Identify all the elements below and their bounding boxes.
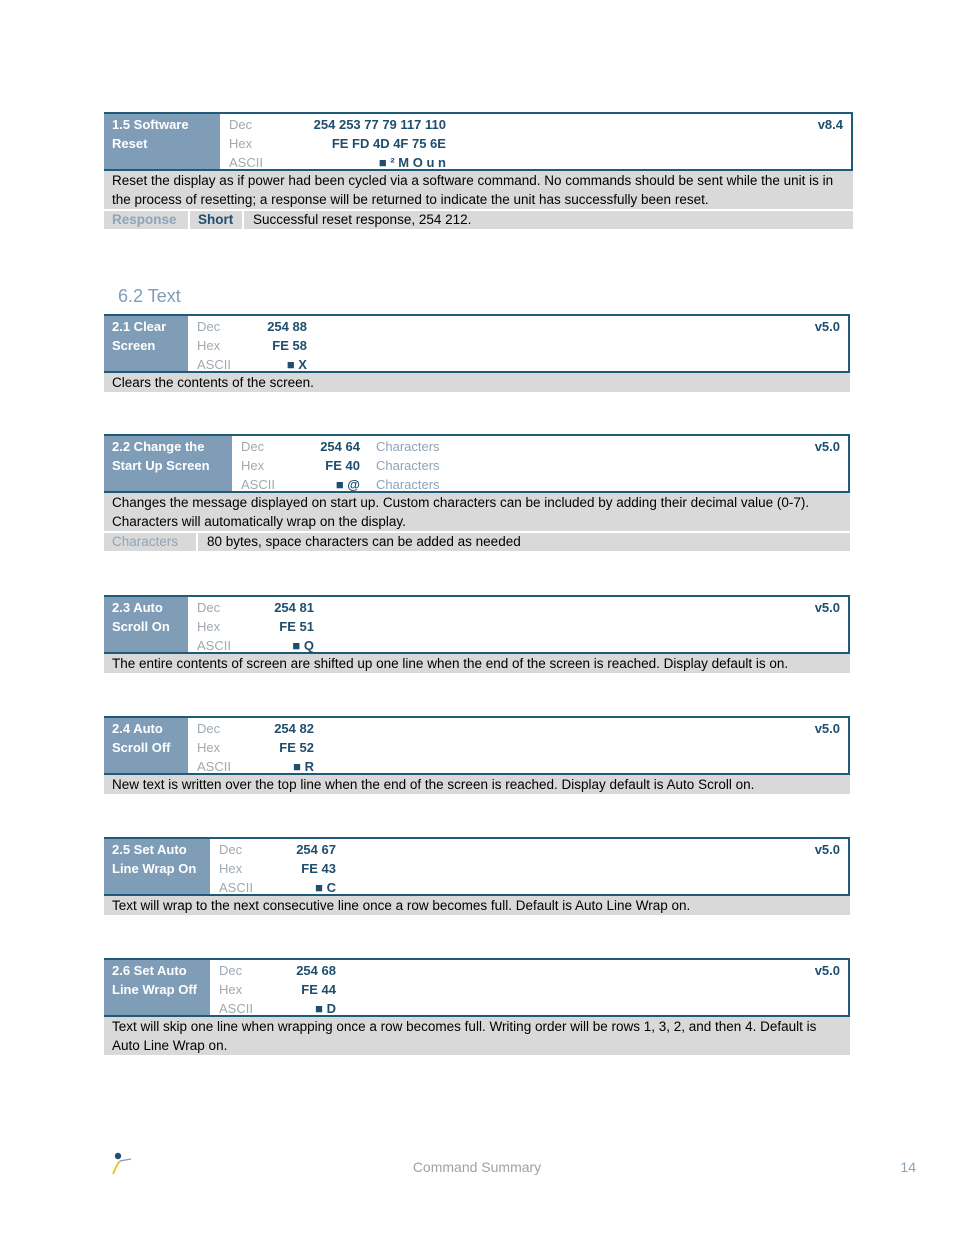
- command-name: 2.4 Auto Scroll Off: [104, 718, 188, 773]
- response-type: Short: [190, 211, 242, 229]
- dec-value: 254 253 77 79 117 110: [313, 117, 446, 132]
- command-description: Text will wrap to the next consecutive line once a row becomes full. Default is Auto Line Wrap on.: [104, 896, 850, 915]
- param-dec: Characters: [375, 439, 440, 454]
- hex-value: FE 58: [272, 338, 307, 353]
- dec-label: Dec: [197, 319, 221, 334]
- command-header: [104, 314, 850, 373]
- command-header: [104, 716, 850, 775]
- dec-label: Dec: [197, 721, 221, 736]
- ascii-value: ■ R: [293, 759, 314, 774]
- dec-label: Dec: [241, 439, 265, 454]
- command-auto-scroll-on: [104, 595, 850, 673]
- section-title: 6.2 Text: [118, 286, 181, 306]
- ascii-value: ■ Q: [292, 638, 314, 653]
- version: v5.0: [814, 319, 840, 334]
- ascii-value: ■ ² M O u n: [378, 155, 446, 170]
- hex-value: FE FD 4D 4F 75 6E: [331, 136, 446, 151]
- ascii-label: ASCII: [197, 357, 231, 372]
- param-hex: Characters: [375, 458, 440, 473]
- dec-value: 254 67: [296, 842, 336, 857]
- ascii-value: ■ D: [315, 1001, 336, 1016]
- command-name: 2.6 Set Auto Line Wrap Off: [104, 960, 210, 1015]
- command-change-startup-screen: [104, 434, 850, 551]
- ascii-value: ■ C: [315, 880, 336, 895]
- command-header: [104, 112, 853, 171]
- ascii-label: ASCII: [197, 759, 231, 774]
- hex-label: Hex: [219, 982, 243, 997]
- command-description: Changes the message displayed on start up. Custom characters can be included by adding their decimal value (0-7). Characters will automatically wrap on the display.: [104, 493, 850, 531]
- command-header: [104, 595, 850, 654]
- command-description: New text is written over the top line when the end of the screen is reached. Display default is Auto Scroll on.: [104, 775, 850, 794]
- page-number: 14: [900, 1159, 916, 1175]
- hex-label: Hex: [197, 619, 221, 634]
- version: v5.0: [814, 721, 840, 736]
- response-text: Successful reset response, 254 212.: [244, 211, 853, 229]
- command-software-reset: [104, 112, 853, 229]
- dec-value: 254 82: [274, 721, 314, 736]
- dec-label: Dec: [219, 842, 243, 857]
- ascii-label: ASCII: [219, 880, 253, 895]
- dec-value: 254 64: [320, 439, 360, 454]
- version: v8.4: [817, 117, 843, 132]
- dec-label: Dec: [197, 600, 221, 615]
- version: v5.0: [814, 439, 840, 454]
- command-clear-screen: [104, 314, 850, 392]
- hex-label: Hex: [197, 338, 221, 353]
- hex-value: FE 40: [325, 458, 360, 473]
- command-name: 2.5 Set Auto Line Wrap On: [104, 839, 210, 894]
- response-label: Response: [104, 211, 188, 229]
- dec-value: 254 81: [274, 600, 314, 615]
- command-name: 2.2 Change the Start Up Screen: [104, 436, 232, 491]
- hex-label: Hex: [219, 861, 243, 876]
- command-line-wrap-off: [104, 958, 850, 1055]
- version: v5.0: [814, 600, 840, 615]
- command-header: [104, 434, 850, 493]
- version: v5.0: [814, 842, 840, 857]
- ascii-value: ■ X: [286, 357, 307, 372]
- ascii-label: ASCII: [241, 477, 275, 492]
- command-name: 2.3 Auto Scroll On: [104, 597, 188, 652]
- ascii-label: ASCII: [219, 1001, 253, 1016]
- command-auto-scroll-off: [104, 716, 850, 794]
- hex-label: Hex: [241, 458, 265, 473]
- command-name: 2.1 Clear Screen: [104, 316, 188, 371]
- command-header: [104, 958, 850, 1017]
- footer-title: Command Summary: [412, 1159, 542, 1175]
- hex-value: FE 44: [301, 982, 336, 997]
- hex-label: Hex: [229, 136, 253, 151]
- command-line-wrap-on: [104, 837, 850, 915]
- param-label: Characters: [104, 533, 196, 551]
- command-description: Clears the contents of the screen.: [104, 373, 850, 392]
- hex-value: FE 51: [279, 619, 314, 634]
- dec-value: 254 88: [267, 319, 307, 334]
- hex-value: FE 52: [279, 740, 314, 755]
- dec-value: 254 68: [296, 963, 336, 978]
- ascii-value: ■ @: [335, 477, 360, 492]
- version: v5.0: [814, 963, 840, 978]
- hex-value: FE 43: [301, 861, 336, 876]
- ascii-label: ASCII: [229, 155, 263, 170]
- param-detail: 80 bytes, space characters can be added as needed: [198, 533, 850, 551]
- command-name: 1.5 Software Reset: [104, 114, 220, 169]
- hex-label: Hex: [197, 740, 221, 755]
- dec-label: Dec: [219, 963, 243, 978]
- param-ascii: Characters: [375, 477, 440, 492]
- dec-label: Dec: [229, 117, 253, 132]
- command-description: The entire contents of screen are shifted up one line when the end of the screen is reached. Display default is on.: [104, 654, 850, 673]
- ascii-label: ASCII: [197, 638, 231, 653]
- command-description: Text will skip one line when wrapping once a row becomes full. Writing order will be rows 1, 3, 2, and then 4. Default is Auto Line Wrap on.: [104, 1017, 850, 1055]
- command-header: [104, 837, 850, 896]
- command-description: Reset the display as if power had been cycled via a software command. No commands should be sent while the unit is in the process of resetting; a response will be returned to indicate the unit has successfully been reset.: [104, 171, 853, 209]
